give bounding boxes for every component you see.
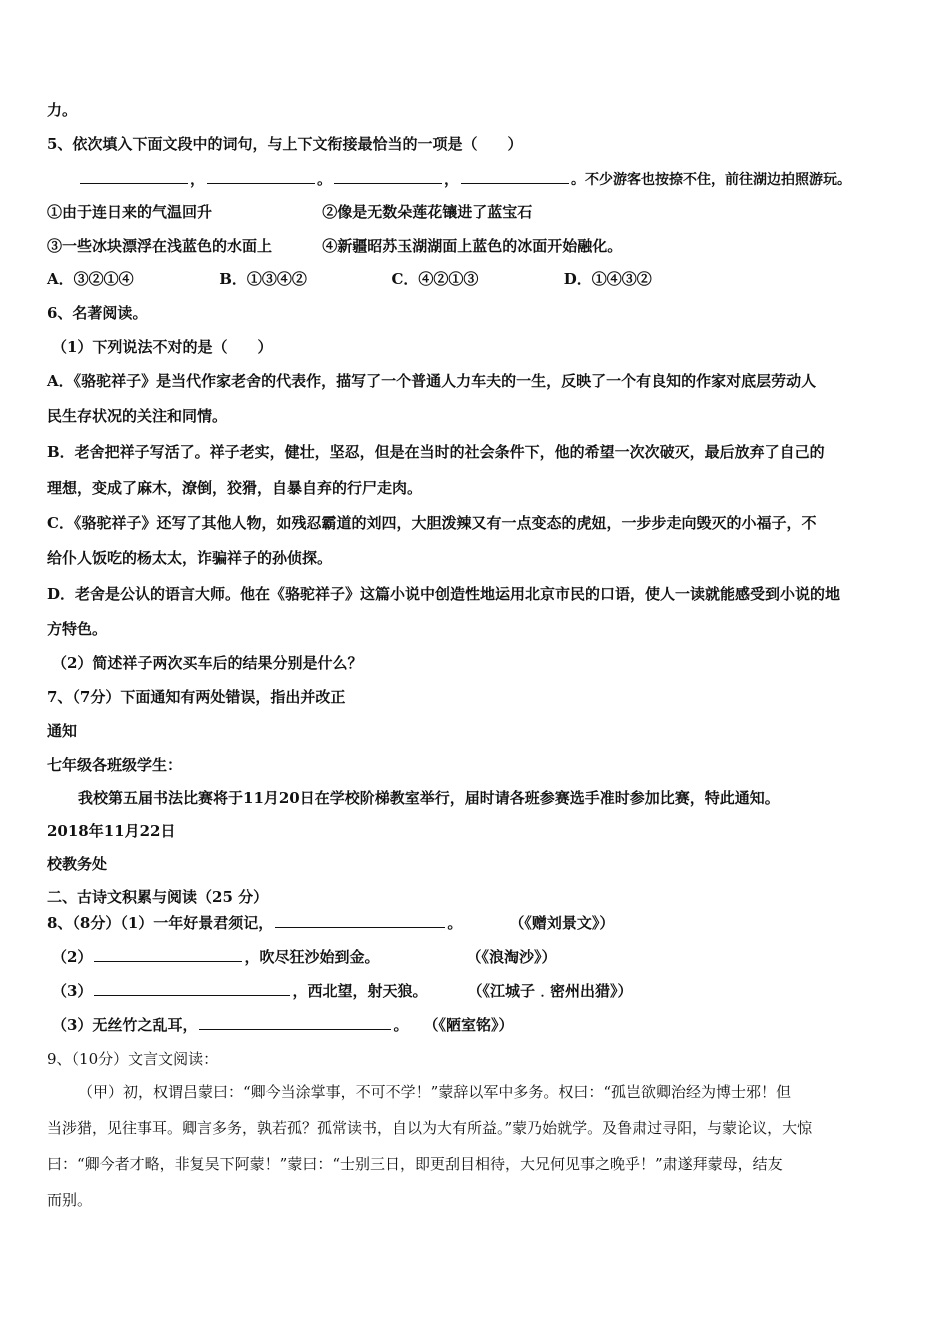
previous-text-tail: 力。 [47, 101, 78, 119]
q5-item-2: ②像是无数朵莲花镶进了蓝宝石 [322, 203, 533, 221]
notice-date: 2018年11月22日 [47, 822, 176, 840]
q5-tail: 。不少游客也按捺不住，前往湖边拍照游玩。 [571, 172, 852, 188]
q5-fill-line [78, 168, 910, 190]
q8-blank-1[interactable] [275, 912, 445, 928]
q5-blank-3 [334, 168, 442, 184]
q5-blank-2 [207, 168, 315, 184]
q8-line-3-source: （《江城子﹒密州出猎》） [467, 982, 633, 1000]
q6-option-d-line2: 方特色。 [47, 620, 108, 638]
q9-passage-line4: 而别。 [47, 1191, 93, 1209]
q8-blank-3[interactable] [94, 980, 290, 996]
q9-passage-line3: 曰：“卿今者才略，非复吴下阿蒙！”蒙曰：“士别三日，即更刮目相待，大兄何见事之晚乎！”肃遂拜蒙母，结友 [47, 1155, 783, 1173]
q5-items-row-1 [47, 202, 910, 222]
q6-option-d-line1: D．老舍是公认的语言大师。他在《骆驼祥子》这篇小说中创造性地运用北京市民的口语，使人一读就能感受到小说的地 [47, 585, 841, 603]
section-2-heading: 二、古诗文积累与阅读（25 分） [47, 888, 269, 906]
q5-option-a[interactable]: A．③②①④ [47, 270, 134, 288]
q8-line-1-end: 。 [447, 914, 463, 932]
q5-options [47, 269, 910, 289]
q6-stem: 6、名著阅读。 [47, 304, 148, 322]
q6-option-b-line2: 理想，变成了麻木，潦倒，狡猾，自暴自弃的行尸走肉。 [47, 479, 423, 497]
q8-line-2-label: （2） [52, 948, 93, 966]
q8-line-4-label: （3）无丝竹之乱耳， [52, 1016, 198, 1034]
q7-stem: 7、（7分）下面通知有两处错误，指出并改正 [47, 688, 346, 706]
q5-sep-3: ， [444, 170, 460, 188]
q6-option-c-line1: C．《骆驼祥子》还写了其他人物，如残忍霸道的刘四，大胆泼辣又有一点变态的虎妞，一步步走向毁灭的小福子，不 [47, 514, 817, 532]
q6-option-a-line1: A．《骆驼祥子》是当代作家老舍的代表作，描写了一个普通人力车夫的一生，反映了一个有良知的作家对底层劳动人 [47, 372, 817, 390]
q6-option-b-line1: B．老舍把祥子写活了。祥子老实，健壮，坚忍，但是在当时的社会条件下，他的希望一次次破灭，最后放弃了自己的 [47, 443, 825, 461]
q5-option-c[interactable]: C．④②①③ [391, 270, 479, 288]
notice-addressee: 七年级各班级学生： [47, 756, 183, 774]
notice-title: 通知 [47, 722, 78, 740]
q5-option-b[interactable]: B．①③④② [219, 270, 307, 288]
q5-sep-2: 。 [317, 170, 333, 188]
q8-line-2-source: （《浪淘沙》） [466, 948, 557, 966]
q9-passage-line1: （甲）初，权谓吕蒙曰：“卿今当涂掌事，不可不学！”蒙辞以军中多务。权曰：“孤岂欲卿治经为博士邪！但 [78, 1083, 792, 1101]
q6-sub1: （1）下列说法不对的是（ ） [52, 338, 273, 356]
q5-option-d[interactable]: D．①④③② [563, 270, 652, 288]
q8-line-4 [52, 1014, 910, 1035]
q8-line-1-source: （《赠刘景文》） [509, 914, 615, 932]
q5-item-1: ①由于连日来的气温回升 [47, 203, 213, 221]
q9-passage-line2: 当涉猎，见往事耳。卿言多务，孰若孤？孤常读书，自以为大有所益。”蒙乃始就学。及鲁肃过寻阳，与蒙论议，大惊 [47, 1119, 813, 1137]
q8-blank-4[interactable] [199, 1014, 391, 1030]
q5-blank-1 [80, 168, 188, 184]
notice-body: 我校第五届书法比赛将于11月20日在学校阶梯教室举行，届时请各班参赛选手准时参加比赛，特此通知。 [78, 789, 780, 807]
q8-line-3-end: ，西北望，射天狼。 [292, 982, 428, 1000]
q8-line-4-source: （《陋室铭》） [423, 1016, 514, 1034]
notice-signer: 校教务处 [47, 855, 108, 873]
q6-option-a-line2: 民生存状况的关注和同情。 [47, 407, 228, 425]
q5-item-3: ③一些冰块漂浮在浅蓝色的水面上 [47, 237, 273, 255]
q8-line-1 [47, 912, 910, 933]
q5-blank-4 [461, 168, 569, 184]
q8-line-4-end: 。 [393, 1016, 409, 1034]
q9-stem: 9、（10分）文言文阅读： [47, 1050, 219, 1068]
q8-line-2-end: ，吹尽狂沙始到金。 [244, 948, 380, 966]
q6-sub2: （2）简述祥子两次买车后的结果分别是什么？ [52, 654, 363, 672]
q5-items-row-2 [47, 236, 910, 256]
q8-line-2 [52, 946, 910, 967]
q5-stem: 5、依次填入下面文段中的词句，与上下文衔接最恰当的一项是（ ） [47, 135, 523, 153]
q8-line-3-label: （3） [52, 982, 93, 1000]
q6-option-c-line2: 给仆人饭吃的杨太太，诈骗祥子的孙侦探。 [47, 549, 333, 567]
q5-sep-1: ， [190, 170, 206, 188]
q5-item-4: ④新疆昭苏玉湖湖面上蓝色的冰面开始融化。 [322, 237, 623, 255]
q8-blank-2[interactable] [94, 946, 242, 962]
q8-line-3 [52, 980, 910, 1001]
q8-line-1-label: 8、（8分）（1）一年好景君须记， [47, 914, 274, 932]
